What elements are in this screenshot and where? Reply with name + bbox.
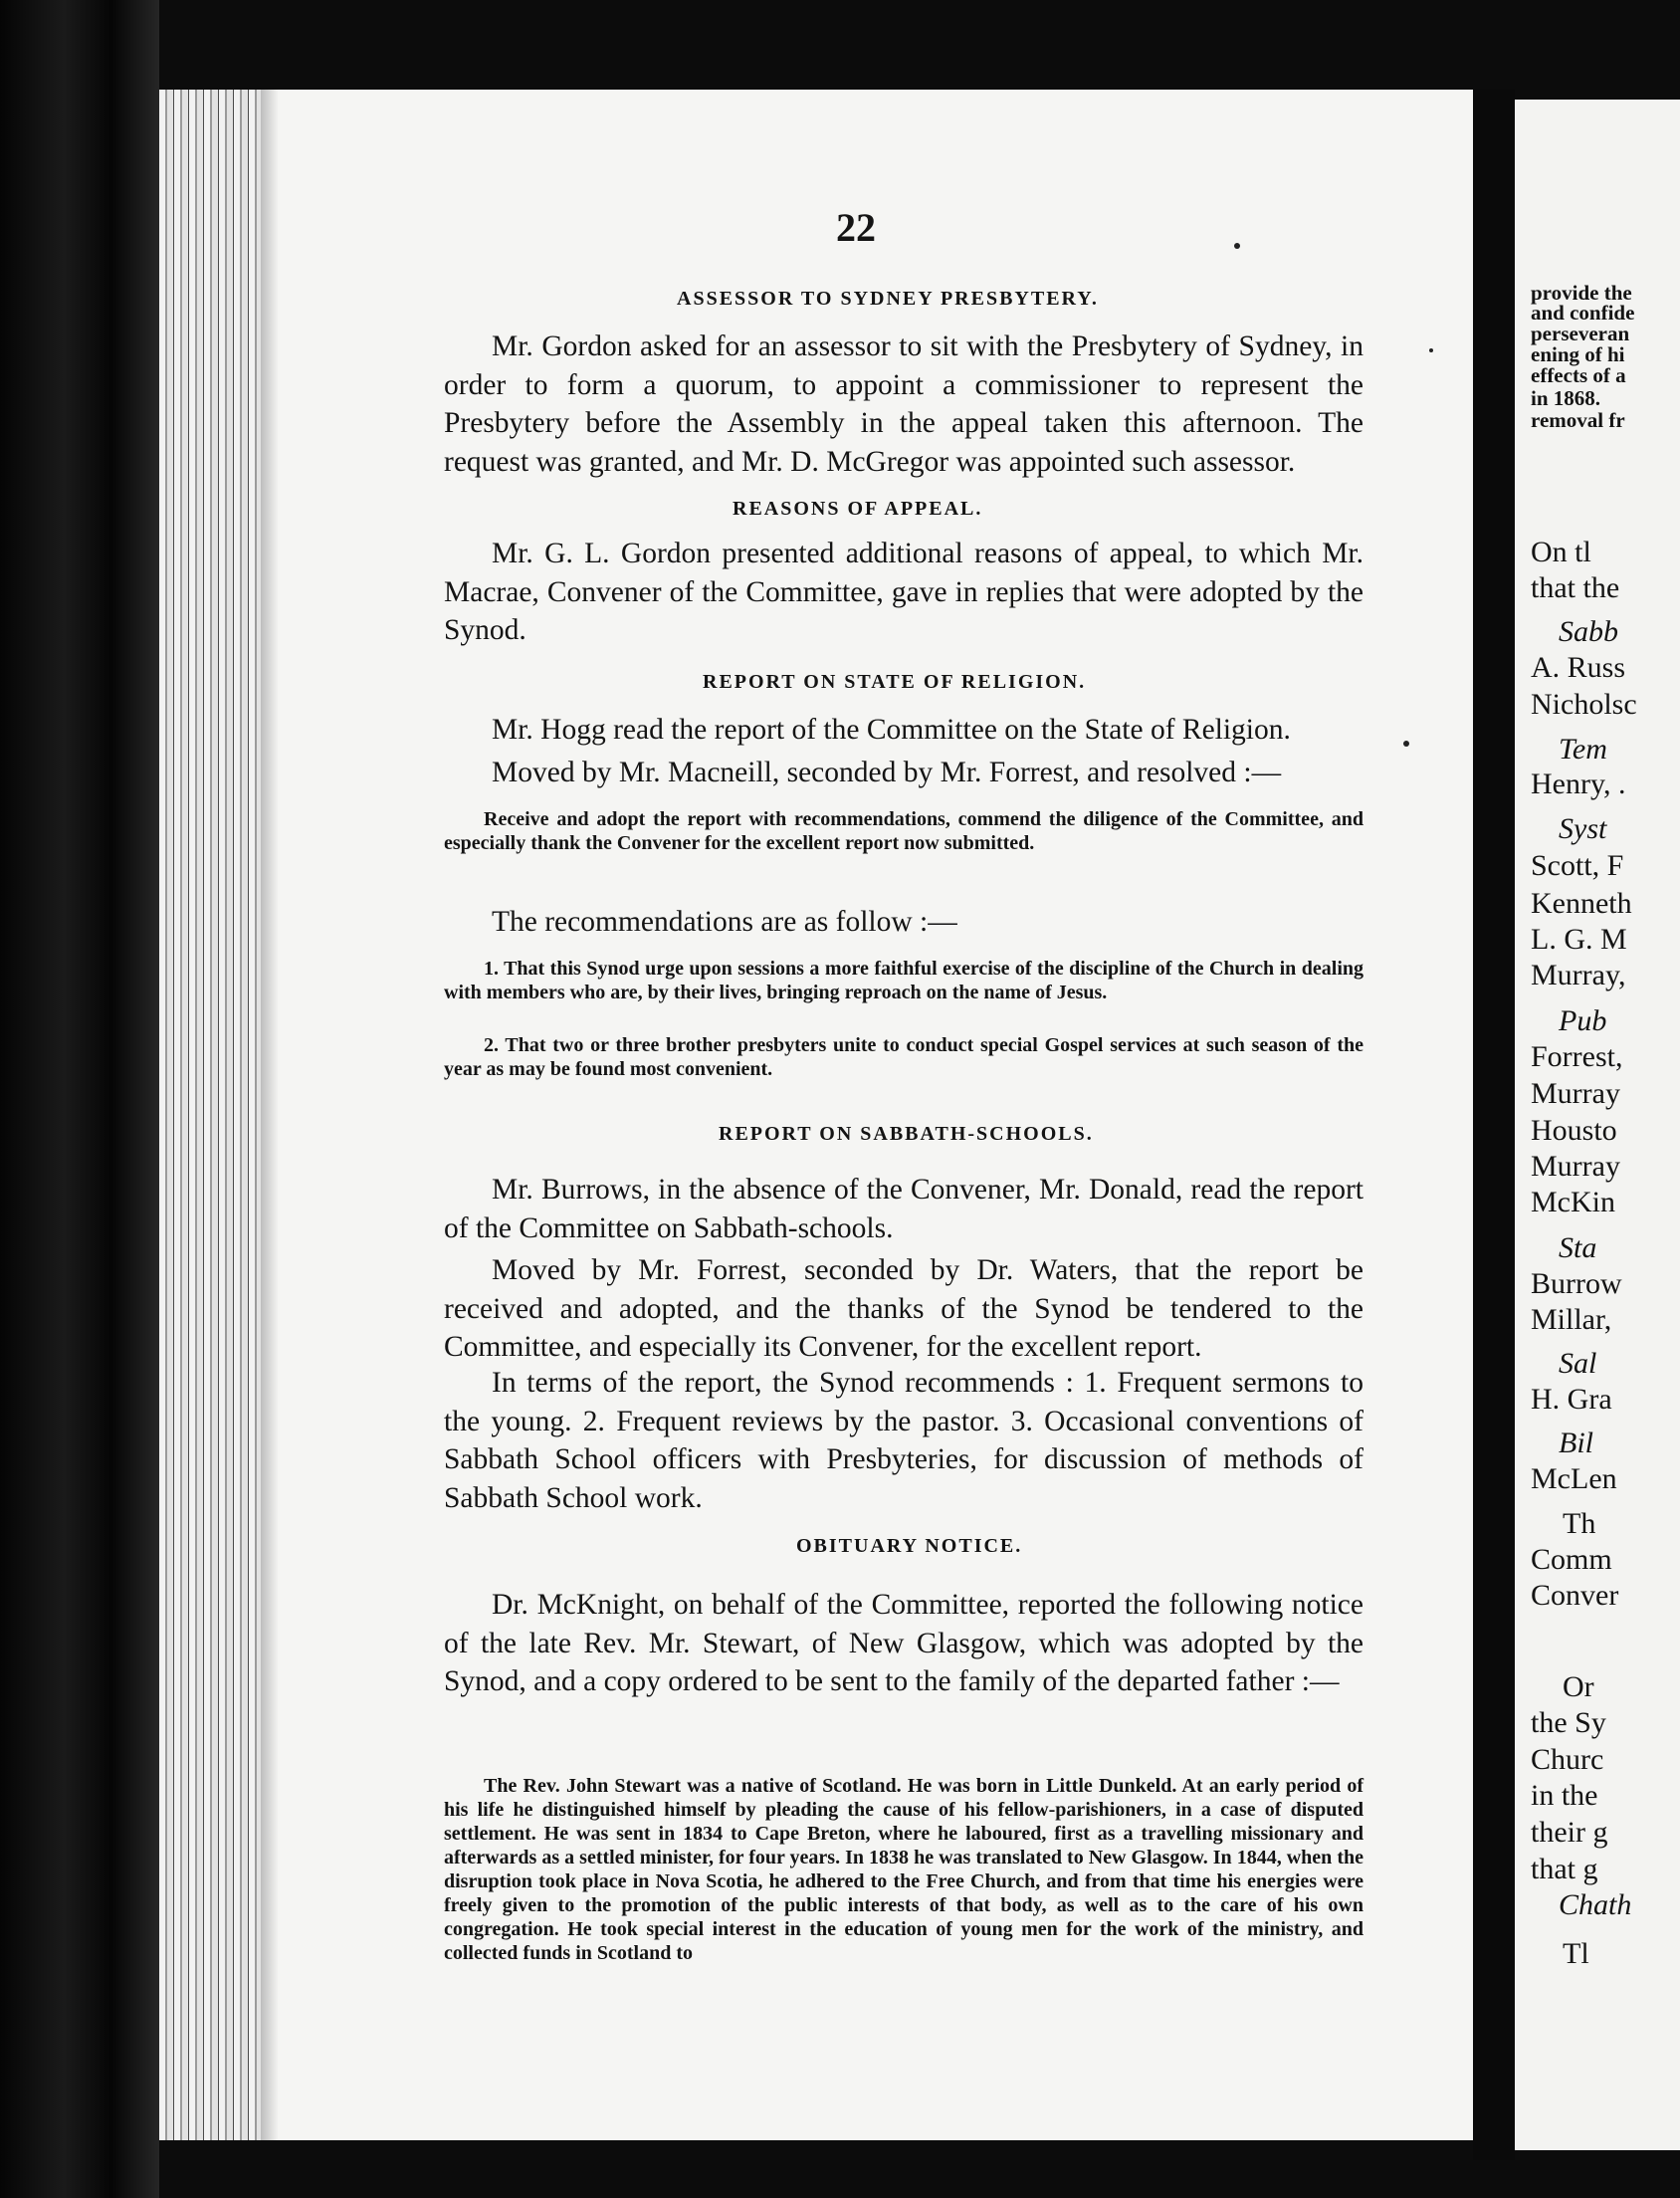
print-speck [1429, 348, 1433, 352]
right-page-line: Murray [1531, 1077, 1620, 1110]
print-speck [1403, 741, 1409, 747]
right-page-fragment [1515, 100, 1680, 2150]
paragraph-synod-recommends: In terms of the report, the Synod recommends : 1. Frequent sermons to the young. 2. Frequent reviews by the pastor. 3. Occasional conventions of Sabbath School officers with Presbyteries, for discussion of methods of Sabbath School work. [444, 1367, 1364, 1514]
right-page-line: Tem [1559, 733, 1607, 766]
right-page-line: Murray, [1531, 959, 1626, 991]
right-page-line: the Sy [1531, 1706, 1606, 1739]
right-page-line: their g [1531, 1816, 1608, 1849]
right-page-small-line: provide the [1531, 281, 1632, 305]
right-page-line: McKin [1531, 1186, 1615, 1218]
right-page-small-line: effects of a [1531, 363, 1626, 387]
right-page-line: that the [1531, 571, 1620, 604]
right-page-line: Murray [1531, 1150, 1620, 1183]
right-page-line: L. G. M [1531, 923, 1627, 956]
right-page-small-line: ening of hi [1531, 342, 1625, 366]
right-page-line: Sabb [1559, 615, 1618, 648]
right-page-line: Or [1563, 1670, 1594, 1703]
right-page-small-line: in 1868. [1531, 386, 1601, 410]
section-heading-state-of-religion: REPORT ON STATE OF RELIGION. [703, 671, 1087, 693]
page-number: 22 [836, 205, 876, 250]
right-page-small-line: removal fr [1531, 408, 1625, 432]
paragraph-hogg-report: Mr. Hogg read the report of the Committee on the State of Religion. [492, 714, 1291, 746]
right-page-line: Chath [1559, 1888, 1632, 1921]
page-edges [159, 90, 269, 2140]
recommendations-intro: The recommendations are as follow :— [492, 906, 957, 938]
right-page-line: Nicholsc [1531, 688, 1637, 721]
paragraph-mcknight-notice: Dr. McKnight, on behalf of the Committee, reported the following notice of the late Rev. Mr. Stewart, of New Glasgow, which was adopted by the Synod, and a copy ordered to be sent to the family of the departed father :— [444, 1589, 1364, 1697]
right-page-line: Sal [1559, 1347, 1597, 1380]
right-page-line: Burrow [1531, 1267, 1622, 1300]
right-page-line: Kenneth [1531, 887, 1632, 920]
recommendation-item: 1. That this Synod urge upon sessions a more faithful exercise of the discipline of the Church in dealing with members who are, by their lives, bringing reproach on the name of Jesus. [444, 958, 1364, 1003]
right-page-line: Bil [1559, 1427, 1593, 1459]
section-heading-obituary: OBITUARY NOTICE. [796, 1535, 1023, 1557]
right-page-line: Churc [1531, 1743, 1604, 1776]
right-page-line: A. Russ [1531, 651, 1626, 684]
section-heading-reasons-of-appeal: REASONS OF APPEAL. [733, 498, 983, 520]
right-page-line: Comm [1531, 1543, 1612, 1576]
right-page-line: that g [1531, 1853, 1598, 1885]
paragraph-moved-macneill: Moved by Mr. Macneill, seconded by Mr. Forrest, and resolved :— [492, 757, 1282, 788]
right-page-line: Conver [1531, 1579, 1619, 1612]
right-page-line: Th [1563, 1507, 1596, 1540]
right-page-line: Forrest, [1531, 1040, 1623, 1073]
right-page-line: Pub [1559, 1004, 1607, 1037]
obituary-notice-text: The Rev. John Stewart was a native of Scotland. He was born in Little Dunkeld. At an early period of his life he distinguished himself by pleading the cause of his fellow-parishioners, in a case of disputed settlement. He was sent in 1834 to Cape Breton, where he laboured, first as a travelling missionary and afterwards as a settled minister, for four years. In 1838 he was translated to New Glasgow. In 1844, when the disruption took place in Nova Scotia, he adhered to the Free Church, and from that time his energies were freely given to the promotion of the public interests of that body, as well as to the care of his own congregation. He took special interest in the education of young men for the work of the ministry, and collected funds in Scotland to [444, 1775, 1364, 1964]
right-page-line: Henry, . [1531, 768, 1626, 800]
right-page-small-line: perseveran [1531, 322, 1630, 345]
right-page-line: Housto [1531, 1114, 1617, 1147]
paragraph-assessor: Mr. Gordon asked for an assessor to sit with the Presbytery of Sydney, in order to form a quorum, to appoint a commissioner to represent the Presbytery before the Assembly in the appeal taken this afternoon. The request was granted, and Mr. D. McGregor was appointed such assessor. [444, 330, 1364, 478]
right-page-line: McLen [1531, 1462, 1617, 1495]
right-page-line: Millar, [1531, 1303, 1612, 1336]
paragraph-moved-forrest: Moved by Mr. Forrest, seconded by Dr. Waters, that the report be received and adopted, and the thanks of the Synod be tendered to the Committee, and especially its Convener, for the excellent report. [444, 1254, 1364, 1363]
right-page-line: in the [1531, 1779, 1598, 1812]
paragraph-reasons-of-appeal: Mr. G. L. Gordon presented additional reasons of appeal, to which Mr. Macrae, Convener of the Committee, gave in replies that were adopted by the Synod. [444, 538, 1364, 646]
print-speck [1234, 243, 1240, 249]
right-page-line: Scott, F [1531, 849, 1624, 882]
recommendation-item: 2. That two or three brother presbyters unite to conduct special Gospel services at such season of the year as may be found most convenient. [444, 1034, 1364, 1080]
book-spine [0, 0, 159, 2198]
right-page-line: On tl [1531, 536, 1591, 568]
right-page-line: H. Gra [1531, 1383, 1612, 1416]
right-page-line: Syst [1559, 812, 1607, 845]
book-gutter [1473, 90, 1515, 2160]
section-heading-sabbath-schools: REPORT ON SABBATH-SCHOOLS. [719, 1123, 1094, 1145]
section-heading-assessor: ASSESSOR TO SYDNEY PRESBYTERY. [677, 288, 1099, 310]
resolution-text: Receive and adopt the report with recommendations, commend the diligence of the Committee, and especially thank the Convener for the excellent report now submitted. [444, 808, 1364, 854]
right-page-line: Sta [1559, 1231, 1597, 1264]
right-page-small-line: and confide [1531, 301, 1635, 325]
paragraph-burrows-report: Mr. Burrows, in the absence of the Convener, Mr. Donald, read the report of the Committee on Sabbath-schools. [444, 1174, 1364, 1244]
right-page-line: Tl [1563, 1937, 1589, 1970]
